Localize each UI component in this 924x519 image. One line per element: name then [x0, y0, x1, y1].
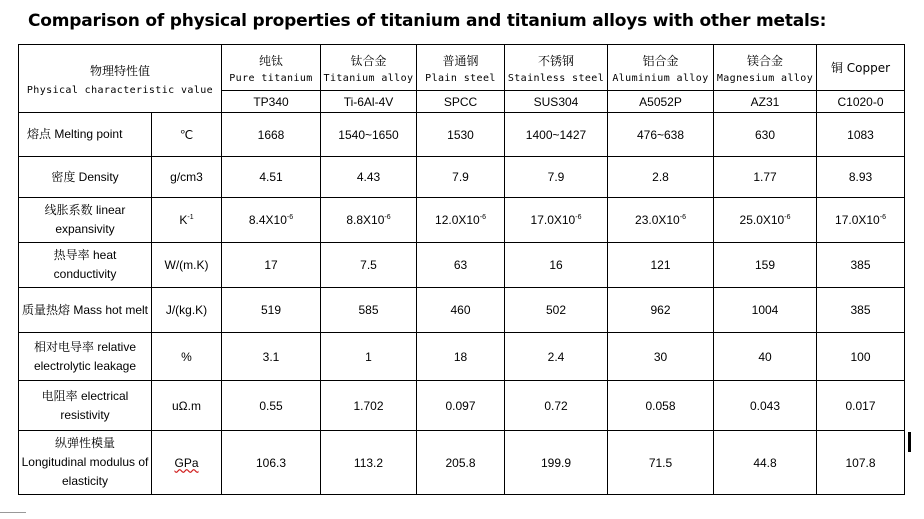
- material-header-copper: [817, 45, 905, 91]
- value-cell: 0.72: [505, 381, 608, 431]
- value-cell: 1668: [222, 113, 321, 157]
- grade-cell: TP340: [222, 91, 321, 113]
- value-cell: 205.8: [417, 431, 505, 495]
- value-cell: 121: [608, 243, 714, 288]
- material-header-magnesium-alloy: [714, 45, 817, 91]
- value-cell: [608, 198, 714, 243]
- material-cn: 铝合金: [642, 53, 679, 68]
- value-mantissa: 17.0X10: [835, 213, 880, 227]
- corner-line: [0, 512, 26, 513]
- value-cell: 18: [417, 333, 505, 381]
- value-cell: 1083: [817, 113, 905, 157]
- property-en: Density: [78, 169, 119, 184]
- value-cell: 63: [417, 243, 505, 288]
- value-cell: 0.097: [417, 381, 505, 431]
- value-cell: 106.3: [222, 431, 321, 495]
- property-cn: 电阻率: [41, 388, 78, 403]
- unit-exponent: -1: [187, 214, 194, 221]
- table-row-relative-conductivity: [19, 333, 905, 381]
- value-cell: 0.55: [222, 381, 321, 431]
- value-cell: [321, 198, 417, 243]
- property-cn: 熔点: [27, 127, 52, 141]
- material-header-pure-titanium: [222, 45, 321, 91]
- value-cell: 4.43: [321, 157, 417, 198]
- property-name-cell: [19, 431, 152, 495]
- grade-cell: C1020-0: [817, 91, 905, 113]
- value-mantissa: 12.0X10: [435, 213, 480, 227]
- property-name-cell: [19, 198, 152, 243]
- value-exponent: -6: [286, 214, 294, 221]
- value-cell: [222, 198, 321, 243]
- property-en: Melting point: [54, 127, 123, 141]
- properties-table: [18, 44, 905, 495]
- property-header-cn: 物理特性值: [89, 63, 150, 78]
- value-exponent: -6: [384, 214, 391, 221]
- material-en: Titanium alloy: [323, 72, 414, 84]
- property-cn: 热导率: [53, 248, 90, 262]
- unit-text: GPa: [174, 455, 199, 470]
- material-header-stainless-steel: [505, 45, 608, 91]
- property-cn: 质量热熔: [21, 302, 70, 317]
- value-cell: 1400~1427: [505, 113, 608, 157]
- value-cell: 107.8: [817, 431, 905, 495]
- value-cell: 100: [817, 333, 905, 381]
- unit-cell: uΩ.m: [152, 381, 222, 431]
- value-cell: [417, 198, 505, 243]
- unit-cell: ℃: [152, 113, 222, 157]
- value-exponent: -6: [879, 214, 886, 221]
- unit-cell: %: [152, 333, 222, 381]
- material-cn: 铜 Copper: [830, 61, 891, 75]
- unit-cell: g/cm3: [152, 157, 222, 198]
- value-cell: 962: [608, 288, 714, 333]
- property-en: Mass hot melt: [73, 302, 149, 317]
- material-cn: 镁合金: [746, 53, 783, 68]
- value-cell: 1.702: [321, 381, 417, 431]
- grade-cell: Ti-6Al-4V: [321, 91, 417, 113]
- value-cell: 7.9: [505, 157, 608, 198]
- property-name-cell: [19, 113, 152, 157]
- value-cell: 0.058: [608, 381, 714, 431]
- unit-cell: [152, 431, 222, 495]
- property-en: Longitudinal modulus of elasticity: [21, 455, 149, 488]
- value-cell: 71.5: [608, 431, 714, 495]
- value-mantissa: 8.8X10: [346, 213, 385, 227]
- table-row-electrical-resistivity: [19, 381, 905, 431]
- grade-cell: SUS304: [505, 91, 608, 113]
- property-name-cell: [19, 333, 152, 381]
- property-name-cell: [19, 243, 152, 288]
- value-cell: 385: [817, 288, 905, 333]
- table-row-heat-conductivity: [19, 243, 905, 288]
- value-exponent: -6: [575, 214, 582, 221]
- unit-cell: W/(m.K): [152, 243, 222, 288]
- unit-cell: [152, 198, 222, 243]
- property-cn: 相对电导率: [33, 339, 94, 354]
- property-cn: 线胀系数: [44, 203, 93, 217]
- material-cn: 钛合金: [350, 53, 387, 68]
- table-row-melting-point: [19, 113, 905, 157]
- value-cell: 385: [817, 243, 905, 288]
- material-en: Aluminium alloy: [612, 72, 709, 84]
- value-cell: 40: [714, 333, 817, 381]
- value-cell: 159: [714, 243, 817, 288]
- table-row-mass-hot-melt: [19, 288, 905, 333]
- material-cn: 普通钢: [442, 53, 479, 68]
- value-cell: 1004: [714, 288, 817, 333]
- property-name-cell: [19, 157, 152, 198]
- value-cell: 2.4: [505, 333, 608, 381]
- material-en: Stainless steel: [507, 72, 605, 84]
- property-name-cell: [19, 381, 152, 431]
- property-name-cell: [19, 288, 152, 333]
- page-title: Comparison of physical properties of titanium and titanium alloys with other metals:: [28, 11, 827, 31]
- value-exponent: -6: [784, 214, 791, 221]
- value-cell: 8.93: [817, 157, 905, 198]
- value-cell: 3.1: [222, 333, 321, 381]
- material-en: Pure titanium: [229, 72, 313, 84]
- value-cell: [817, 198, 905, 243]
- value-cell: 0.017: [817, 381, 905, 431]
- header-row-materials: [19, 45, 905, 91]
- value-cell: 30: [608, 333, 714, 381]
- value-cell: 585: [321, 288, 417, 333]
- value-exponent: -6: [479, 214, 486, 221]
- edge-marker: [908, 432, 911, 452]
- value-cell: 44.8: [714, 431, 817, 495]
- value-cell: 1: [321, 333, 417, 381]
- property-cn: 纵弹性模量: [54, 436, 115, 450]
- value-cell: 113.2: [321, 431, 417, 495]
- value-cell: 0.043: [714, 381, 817, 431]
- value-mantissa: 25.0X10: [739, 213, 785, 227]
- value-exponent: -6: [679, 214, 686, 221]
- value-mantissa: 23.0X10: [635, 213, 680, 227]
- value-cell: 199.9: [505, 431, 608, 495]
- value-cell: 460: [417, 288, 505, 333]
- table-row-longitudinal-modulus: [19, 431, 905, 495]
- property-header-en: Physical characteristic value: [26, 84, 214, 96]
- property-en: relative electrolytic leakage: [33, 339, 137, 373]
- value-cell: 7.9: [417, 157, 505, 198]
- value-cell: 2.8: [608, 157, 714, 198]
- value-cell: [714, 198, 817, 243]
- table-row-density: [19, 157, 905, 198]
- value-cell: 7.5: [321, 243, 417, 288]
- property-cn: 密度: [51, 169, 76, 184]
- value-cell: 17: [222, 243, 321, 288]
- grade-cell: AZ31: [714, 91, 817, 113]
- value-cell: 1540~1650: [321, 113, 417, 157]
- grade-cell: A5052P: [608, 91, 714, 113]
- header-property-cell: [19, 45, 222, 113]
- grade-cell: SPCC: [417, 91, 505, 113]
- material-header-titanium-alloy: [321, 45, 417, 91]
- value-mantissa: 8.4X10: [248, 213, 287, 227]
- material-cn: 纯钛: [258, 53, 283, 68]
- unit-cell: J/(kg.K): [152, 288, 222, 333]
- material-header-aluminium-alloy: [608, 45, 714, 91]
- value-cell: 4.51: [222, 157, 321, 198]
- material-cn: 不锈钢: [537, 53, 574, 68]
- value-cell: 1.77: [714, 157, 817, 198]
- property-en: linear expansivity: [55, 203, 126, 236]
- value-cell: [505, 198, 608, 243]
- value-mantissa: 17.0X10: [530, 213, 576, 227]
- value-cell: 476~638: [608, 113, 714, 157]
- material-header-plain-steel: [417, 45, 505, 91]
- value-cell: 519: [222, 288, 321, 333]
- value-cell: 16: [505, 243, 608, 288]
- material-en: Magnesium alloy: [716, 72, 814, 84]
- property-en: electrical resistivity: [60, 388, 129, 422]
- property-en: heat conductivity: [53, 248, 117, 281]
- material-en: Plain steel: [425, 72, 496, 84]
- value-cell: 502: [505, 288, 608, 333]
- value-cell: 630: [714, 113, 817, 157]
- unit-text: K: [179, 213, 188, 227]
- table-row-linear-expansivity: [19, 198, 905, 243]
- value-cell: 1530: [417, 113, 505, 157]
